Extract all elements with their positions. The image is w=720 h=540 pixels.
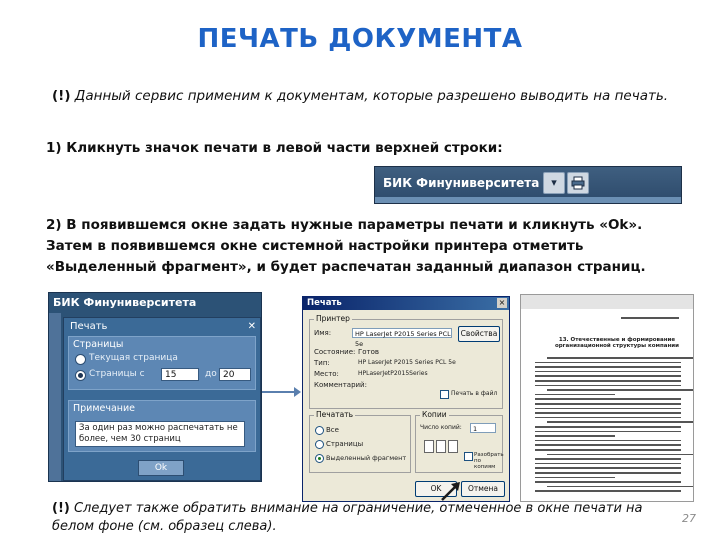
note-text: Данный сервис применим к документам, которые разрешено выводить на печать.	[74, 88, 669, 104]
range-all-radio[interactable]	[315, 426, 324, 435]
preview-text-line	[535, 463, 681, 465]
preview-text-line	[535, 426, 681, 428]
radio-page-range-label: Страницы с	[89, 369, 145, 379]
radio-current-page[interactable]	[75, 354, 86, 365]
status-value: Готов	[358, 348, 380, 356]
preview-text-line	[535, 394, 615, 396]
note-applicability	[52, 86, 682, 107]
print-range-group	[309, 410, 411, 473]
preview-text-line	[535, 375, 681, 377]
preview-text-line	[621, 317, 679, 319]
range-all-label: Все	[326, 426, 339, 434]
preview-text-line	[535, 444, 681, 446]
document-preview	[520, 294, 694, 502]
preview-text-line	[535, 477, 615, 479]
range-pages-label: Страницы	[326, 440, 364, 448]
page-number: 27	[682, 512, 696, 525]
radio-page-range[interactable]	[75, 370, 86, 381]
comment-label: Комментарий:	[314, 381, 367, 389]
printer-group-label: Принтер	[316, 314, 350, 323]
preview-text-line	[547, 389, 693, 391]
printer-name-label: Имя:	[314, 329, 332, 337]
where-value: HPLaserJetP2015Series	[358, 370, 428, 377]
where-label: Место:	[314, 370, 339, 378]
range-from-input[interactable]: 15	[161, 368, 199, 381]
step-1-text: 1) Кликнуть значок печати в левой части верхней строки:	[46, 140, 503, 156]
preview-text-line	[535, 362, 681, 364]
toolbar-strip	[375, 197, 681, 203]
preview-text-line	[535, 412, 681, 414]
preview-text-line	[535, 431, 681, 433]
page-limit-note: За один раз можно распечатать не более, чем 30 страниц	[75, 421, 245, 447]
page-icon	[436, 440, 446, 453]
ok-button[interactable]: OK	[415, 481, 457, 497]
copies-input[interactable]: 1	[470, 423, 496, 433]
note-section-label: Примечание	[73, 403, 136, 414]
preview-text-line	[535, 366, 681, 368]
type-label: Тип:	[314, 359, 330, 367]
close-icon[interactable]: ✕	[247, 321, 256, 332]
preview-text-line	[535, 417, 681, 419]
pages-section-label: Страницы	[73, 339, 124, 350]
printer-group	[309, 314, 503, 409]
arrow-icon	[260, 370, 302, 410]
range-to-input[interactable]: 20	[219, 368, 251, 381]
note-limitation	[52, 500, 672, 536]
status-label: Состояние:	[314, 348, 356, 356]
preview-text-line	[535, 458, 681, 460]
dialog-title: Печать	[70, 321, 108, 332]
print-to-file-checkbox[interactable]	[440, 390, 449, 399]
preview-text-line	[535, 490, 681, 492]
chevron-down-icon[interactable]: ▾	[543, 172, 565, 194]
print-range-label: Печатать	[316, 410, 354, 419]
page-title: ПЕЧАТЬ ДОКУМЕНТА	[197, 24, 523, 54]
range-selection-radio[interactable]	[315, 454, 324, 463]
cancel-button[interactable]: Отмена	[461, 481, 505, 497]
preview-text-line	[535, 467, 681, 469]
preview-header-bar	[521, 295, 693, 309]
page-icon	[448, 440, 458, 453]
step-2-text	[46, 215, 696, 278]
app-sidebar	[49, 313, 61, 481]
toolbar-app-title: БИК Финуниверситета	[383, 176, 540, 190]
copies-label: Число копий:	[420, 424, 462, 431]
arrow-icon	[438, 480, 464, 502]
range-selection-label: Выделенный фрагмент	[326, 454, 407, 462]
print-to-file-label: Печать в файл	[451, 390, 498, 397]
app-print-dialog-screenshot	[48, 292, 262, 482]
ok-button[interactable]: Ok	[138, 460, 184, 476]
radio-current-page-label: Текущая страница	[89, 353, 178, 363]
collate-label: Разобрать по копиям	[474, 452, 504, 470]
copies-group	[415, 410, 504, 473]
step-2-line-2: Затем в появившемся окне системной настройки принтера отметить	[46, 238, 584, 254]
app-title: БИК Финуниверситета	[53, 296, 197, 309]
preview-text-line	[547, 421, 693, 423]
note-section	[68, 400, 256, 452]
window-titlebar	[303, 297, 509, 310]
range-to-label: до	[205, 369, 217, 379]
preview-text-line	[535, 435, 615, 437]
preview-text-line	[547, 357, 693, 359]
close-icon[interactable]: ×	[498, 298, 506, 307]
preview-text-line	[535, 472, 681, 474]
window-title: Печать	[307, 298, 342, 308]
range-pages-radio[interactable]	[315, 440, 324, 449]
page-icon	[424, 440, 434, 453]
preview-text-line	[535, 481, 681, 483]
toolbar-screenshot	[374, 166, 682, 204]
copies-group-label: Копии	[422, 410, 447, 419]
preview-text-line	[535, 440, 681, 442]
preview-text-line	[535, 380, 681, 382]
preview-text-line	[535, 385, 681, 387]
collate-checkbox[interactable]	[464, 452, 473, 461]
preview-text-line	[535, 371, 681, 373]
preview-text-line	[535, 408, 681, 410]
type-value: HP LaserJet P2015 Series PCL 5e	[358, 359, 456, 366]
preview-text-line	[535, 403, 681, 405]
print-dialog	[63, 317, 261, 481]
note-marker: (!)	[52, 88, 71, 104]
properties-button[interactable]: Свойства	[458, 326, 500, 342]
note-text: Следует также обратить внимание на ограничение, отмеченное в окне печати на белом фоне (см. образец слева).	[52, 501, 643, 534]
preview-heading: 13. Отечественные и формирование организационной структуры компании	[554, 337, 680, 349]
preview-text-line	[547, 486, 693, 488]
preview-text-line	[535, 449, 681, 451]
preview-text-line	[547, 454, 693, 456]
note-marker: (!)	[52, 501, 70, 516]
preview-text-line	[535, 398, 681, 400]
printer-icon[interactable]	[567, 172, 589, 194]
printer-name-select[interactable]: HP LaserJet P2015 Series PCL 5e	[352, 328, 452, 338]
pages-section	[68, 336, 256, 390]
step-2-line-3: «Выделенный фрагмент», и будет распечатан заданный диапазон страниц.	[46, 259, 646, 275]
system-print-dialog-screenshot	[302, 296, 510, 502]
step-2-line-1: 2) В появившемся окне задать нужные параметры печати и кликнуть «Ok».	[46, 217, 643, 233]
